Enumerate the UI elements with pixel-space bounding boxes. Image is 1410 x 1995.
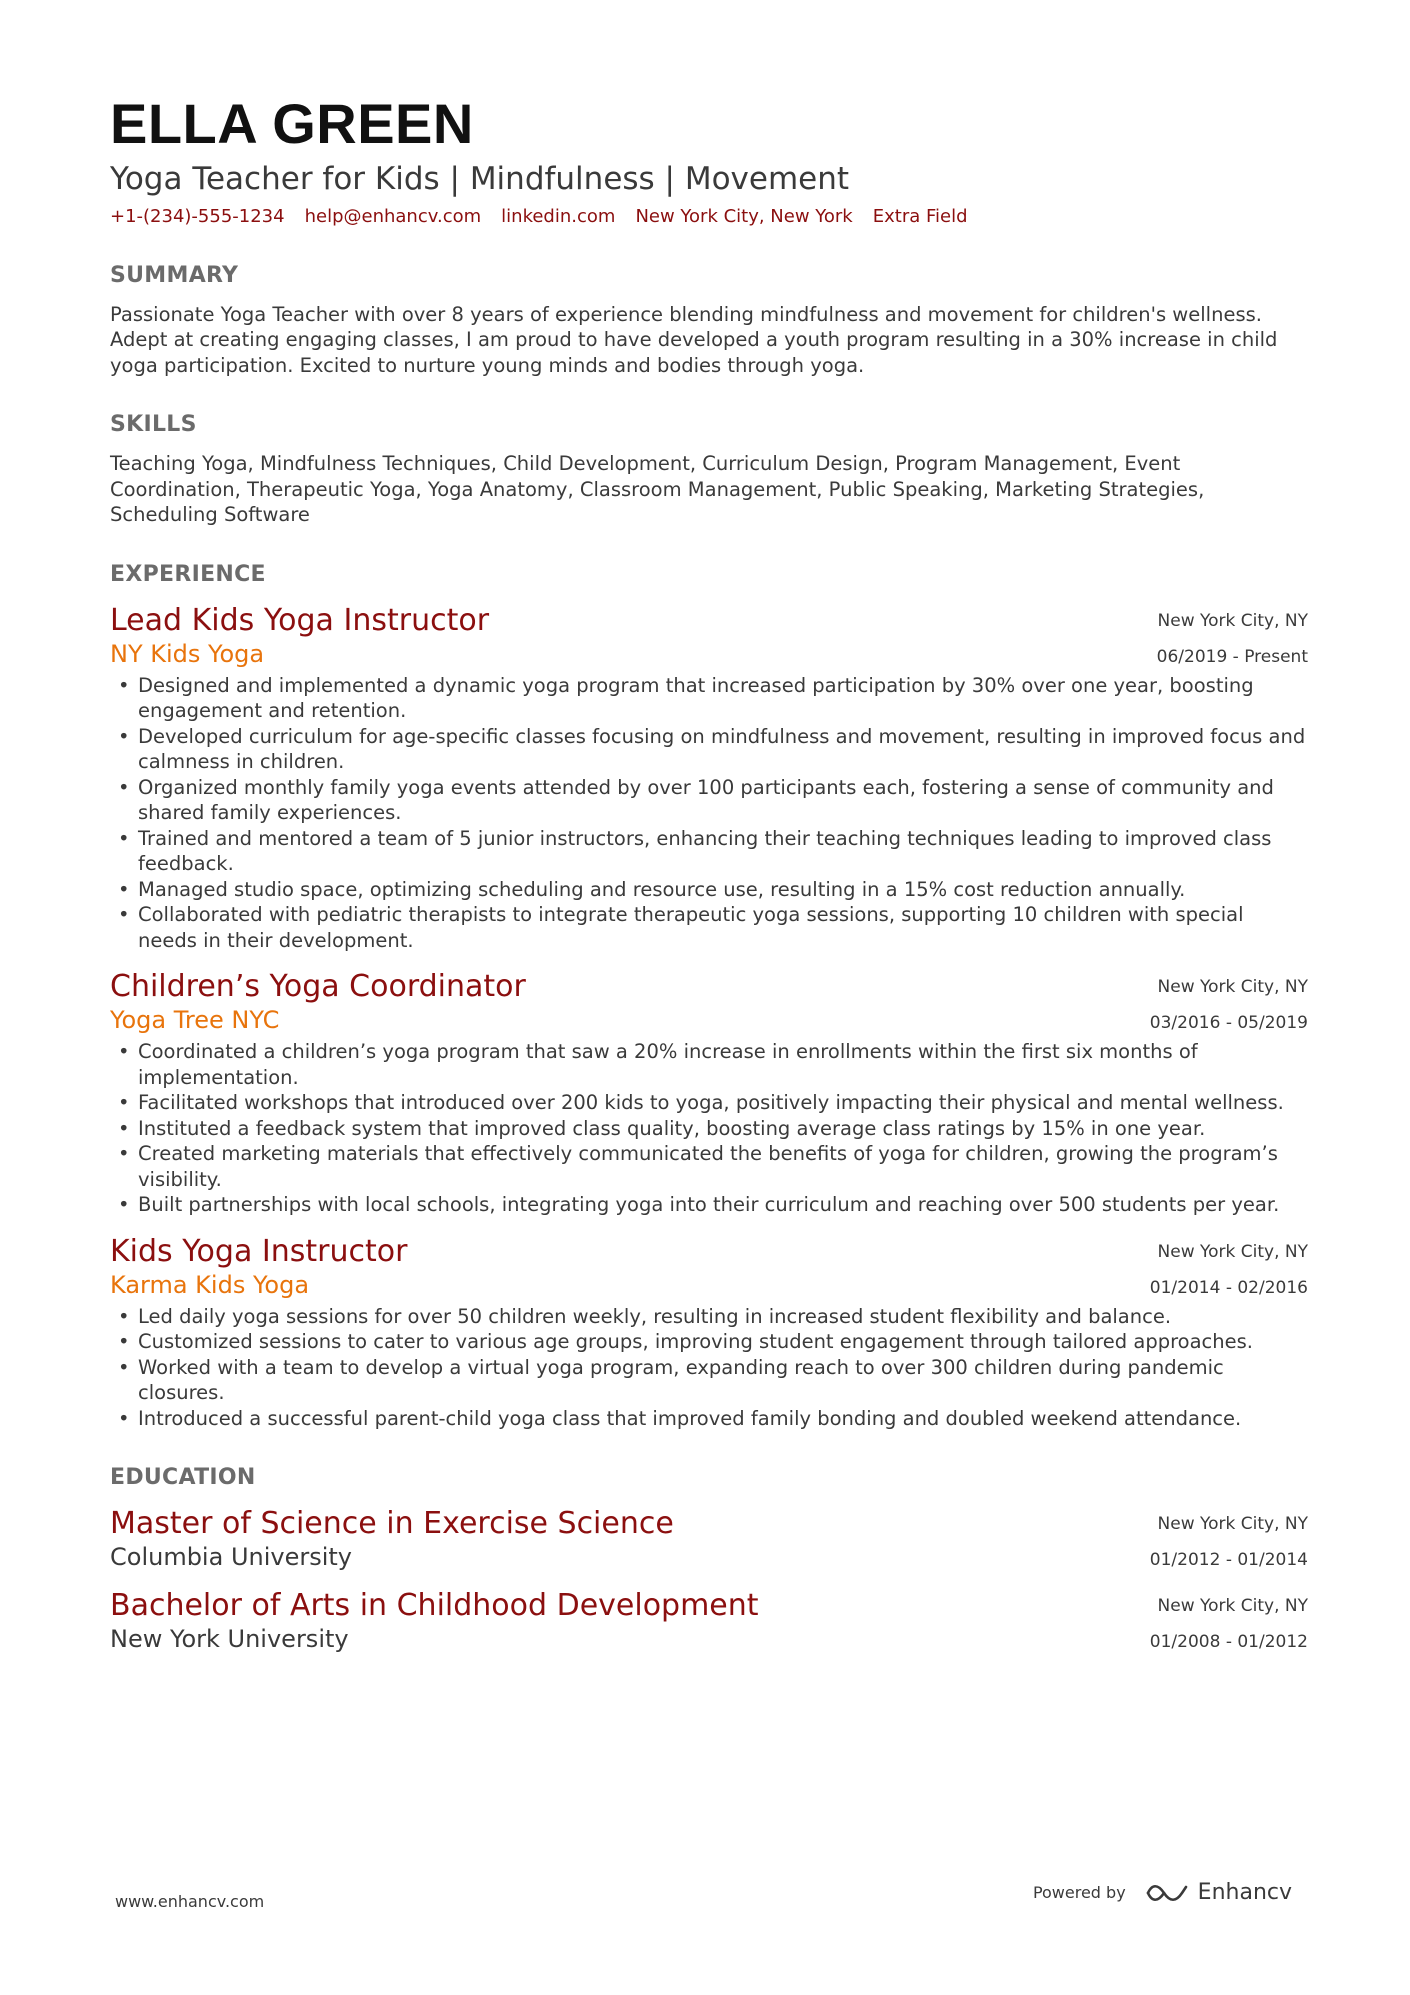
- job-bullets: [110, 673, 1308, 954]
- powered-by-label: Powered by: [1032, 1883, 1126, 1902]
- footer-branding: [1033, 1880, 1292, 1905]
- list-item: • Facilitated workshops that introduced over 200 kids to yoga, positively impacting their physical and mental wellness.: [110, 1090, 1308, 1116]
- experience-entry: [110, 1234, 1308, 1432]
- list-item: • Trained and mentored a team of 5 junior instructors, enhancing their teaching techniques leading to improved class feedback.: [110, 826, 1308, 877]
- list-item: • Worked with a team to develop a virtual yoga program, expanding reach to over 300 children during pandemic closures.: [110, 1355, 1308, 1406]
- list-item: • Instituted a feedback system that improved class quality, boosting average class ratings by 15% in one year.: [110, 1116, 1308, 1142]
- list-item: • Designed and implemented a dynamic yoga program that increased participation by 30% over one year, boosting engagement and retention.: [110, 673, 1308, 724]
- job-dates: 03/2016 - 05/2019: [1149, 1013, 1308, 1034]
- skills-text: Teaching Yoga, Mindfulness Techniques, Child Development, Curriculum Design, Program Management, Event Coordination, Therapeutic Yoga, Yoga Anatomy, Classroom Management, Public Speaking, Marketing Strategies, Scheduling Software: [110, 452, 1205, 527]
- contact-location: New York City, New York: [635, 205, 853, 227]
- job-dates: 06/2019 - Present: [1156, 646, 1308, 667]
- list-item: • Organized monthly family yoga events attended by over 100 participants each, fostering a sense of community and shared family experiences.: [110, 775, 1308, 826]
- brand-logo[interactable]: [1144, 1880, 1292, 1905]
- job-location: New York City, NY: [1157, 1241, 1308, 1262]
- job-title: Lead Kids Yoga Instructor: [110, 602, 490, 638]
- job-location: New York City, NY: [1157, 977, 1308, 998]
- list-item: • Led daily yoga sessions for over 50 children weekly, resulting in increased student flexibility and balance.: [110, 1304, 1308, 1330]
- skills-section: [110, 412, 1308, 528]
- footer-website[interactable]: www.enhancv.com: [115, 1892, 265, 1911]
- job-meta: [1157, 603, 1308, 675]
- education-section: [110, 1465, 1308, 1654]
- list-item: • Created marketing materials that effectively communicated the benefits of yoga for children, growing the program’s visibility.: [110, 1141, 1308, 1192]
- job-meta: [1150, 969, 1308, 1041]
- list-item: • Coordinated a children’s yoga program that saw a 20% increase in enrollments within the first six months of implementation.: [110, 1039, 1308, 1090]
- education-meta: [1150, 1588, 1308, 1660]
- list-item: • Collaborated with pediatric therapists to integrate therapeutic yoga sessions, supporting 10 children with special needs in their development.: [110, 902, 1308, 953]
- brand-name: Enhancv: [1197, 1880, 1292, 1905]
- job-title: Children’s Yoga Coordinator: [110, 969, 526, 1005]
- summary-section: [110, 263, 1308, 379]
- job-bullets: [110, 1304, 1308, 1432]
- list-item: • Customized sessions to cater to various age groups, improving student engagement through tailored approaches.: [110, 1329, 1308, 1355]
- contact-bar: [110, 206, 1308, 227]
- education-dates: 01/2008 - 01/2012: [1149, 1632, 1308, 1653]
- experience-section: [110, 562, 1308, 1432]
- job-dates: 01/2014 - 02/2016: [1149, 1277, 1308, 1298]
- company-name: NY Kids Yoga: [110, 639, 265, 668]
- list-item: • Developed curriculum for age-specific classes focusing on mindfulness and movement, resulting in improved focus and calmness in children.: [110, 724, 1308, 775]
- education-meta: [1150, 1506, 1308, 1578]
- resume-page: [110, 92, 1308, 1654]
- education-dates: 01/2012 - 01/2014: [1149, 1550, 1308, 1571]
- list-item: • Managed studio space, optimizing scheduling and resource use, resulting in a 15% cost reduction annually.: [110, 877, 1308, 903]
- list-item: • Built partnerships with local schools, integrating yoga into their curriculum and reaching over 500 students per year.: [110, 1192, 1308, 1218]
- headline: Yoga Teacher for Kids | Mindfulness | Movement: [110, 161, 850, 197]
- contact-linkedin[interactable]: linkedin.com: [501, 205, 616, 227]
- contact-extra-field: Extra Field: [872, 205, 968, 227]
- section-title: EXPERIENCE: [110, 561, 266, 587]
- contact-email[interactable]: help@enhancv.com: [304, 205, 482, 227]
- education-location: New York City, NY: [1157, 1514, 1308, 1535]
- experience-entry: [110, 603, 1308, 954]
- experience-entry: [110, 969, 1308, 1218]
- company-name: Karma Kids Yoga: [110, 1270, 310, 1299]
- job-location: New York City, NY: [1157, 610, 1308, 631]
- education-entry: [110, 1588, 1308, 1654]
- summary-text: Passionate Yoga Teacher with over 8 years of experience blending mindfulness and movement for children's wellness. Adept at creating engaging classes, I am proud to have developed a youth program resulting in a 30% increase in child yoga participation. Excited to nurture young minds and bodies through yoga.: [110, 302, 1278, 377]
- job-title: Kids Yoga Instructor: [110, 1233, 408, 1269]
- enhancv-logo-icon: [1144, 1881, 1188, 1905]
- job-bullets: [110, 1039, 1308, 1218]
- school-name: New York University: [110, 1625, 349, 1654]
- contact-phone[interactable]: +1-(234)-555-1234: [110, 205, 285, 227]
- job-meta: [1150, 1234, 1308, 1306]
- education-location: New York City, NY: [1157, 1596, 1308, 1617]
- section-title: SUMMARY: [110, 262, 239, 288]
- section-title: SKILLS: [110, 412, 197, 438]
- candidate-name: ELLA GREEN: [110, 92, 474, 155]
- degree-title: Master of Science in Exercise Science: [110, 1506, 674, 1542]
- degree-title: Bachelor of Arts in Childhood Development: [110, 1588, 759, 1624]
- school-name: Columbia University: [110, 1543, 353, 1572]
- education-entry: [110, 1506, 1308, 1572]
- company-name: Yoga Tree NYC: [110, 1006, 280, 1035]
- section-title: EDUCATION: [110, 1465, 256, 1491]
- list-item: • Introduced a successful parent-child yoga class that improved family bonding and doubled weekend attendance.: [110, 1406, 1308, 1432]
